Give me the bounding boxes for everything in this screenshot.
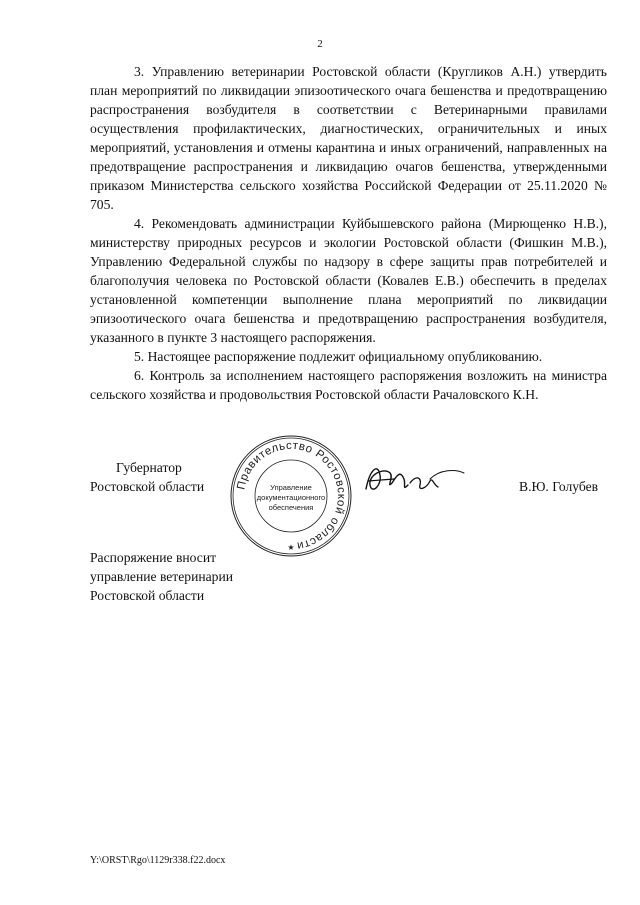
stamp-ring-text: Правительство Ростовской области — [235, 439, 348, 552]
stamp-center-line-1: Управление — [270, 483, 312, 492]
paragraph-6: 6. Контроль за исполнением настоящего распоряжения возложить на министра сельского хозяйства и продовольствия Ростовской области Рачаловского К.Н. — [90, 368, 607, 402]
page-number: 2 — [317, 38, 323, 50]
stamp-center-line-2: документационного — [256, 493, 326, 502]
stamp-center-line-3: обеспечения — [268, 503, 314, 512]
signer-name: В.Ю. Голубев — [519, 479, 599, 494]
signatory-position: Губернатор — [116, 460, 182, 475]
signatory-title — [90, 458, 204, 496]
official-stamp — [229, 434, 353, 558]
paragraph-3: 3. Управлению ветеринарии Ростовской области (Кругликов А.Н.) утвердить план мероприятий по ликвидации эпизоотического очага бешенства и предотвращению распространения возбудителя в соответствии с Ветеринарными правилами осуществления профилактических, диагностических, ограничительных и иных мероприятий, установления и отмены карантина и иных ограничений, направленных на предотвращение распространения и ликвидацию очагов бешенства, утвержденными приказом Министерства сельского хозяйства Российской Федерации от 25.11.2020 № 705. — [90, 64, 607, 212]
handwritten-signature — [360, 455, 470, 505]
file-path: Y:\ORST\Rgo\1129r338.f22.docx — [90, 855, 226, 866]
paragraph-4: 4. Рекомендовать администрации Куйбышевского района (Мирющенко Н.В.), министерству природных ресурсов и экологии Ростовской области (Фишкин М.В.), Управлению Федеральной службы по надзору в сфере защиты прав потребителей и благополучия человека по Ростовской области (Ковалев Е.В.) обеспечить в пределах установленной компетенции выполнение плана мероприятий по ликвидации эпизоотического очага бешенства и предотвращению распространения возбудителя, указанного в пункте 3 настоящего распоряжения. — [90, 216, 607, 345]
submitted-by-line-2: управление ветеринарии — [90, 569, 234, 584]
paragraph-5: 5. Настоящее распоряжение подлежит официальному опубликованию. — [134, 349, 543, 364]
signatory-region: Ростовской области — [90, 479, 205, 494]
stamp-star-icon: ★ — [287, 543, 295, 552]
document-body — [90, 62, 607, 404]
submitted-by-line-3: Ростовской области — [90, 588, 205, 603]
submitted-by-note — [90, 548, 233, 605]
submitted-by-line-1: Распоряжение вносит — [90, 550, 217, 565]
